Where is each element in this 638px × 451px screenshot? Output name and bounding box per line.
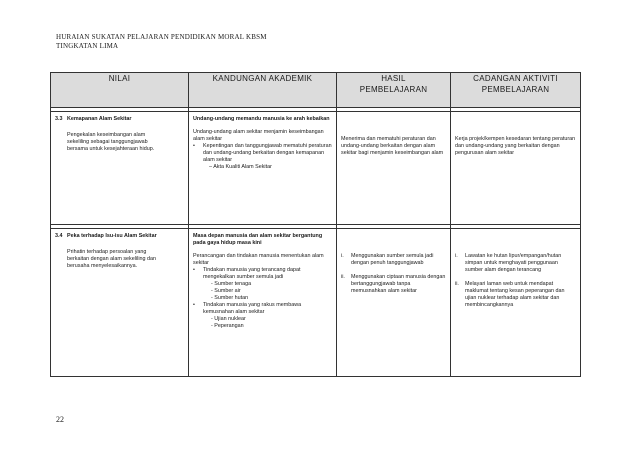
hasil-cell (337, 229, 451, 377)
kandungan-sub-item: – Akta Kualiti Alam Sekitar (209, 164, 272, 170)
document-header-title: HURAIAN SUKATAN PELAJARAN PENDIDIKAN MORAL KBSM (56, 33, 267, 41)
nilai-cell (51, 229, 189, 377)
list-marker: ii. (455, 281, 459, 287)
cadangan-list-item (455, 253, 576, 274)
column-header-nilai: NILAI (51, 73, 189, 108)
column-header-hasil (337, 73, 451, 108)
kandungan-sub-item: - Sumber air (211, 288, 241, 294)
nilai-heading (55, 116, 184, 123)
cadangan-cell (451, 229, 581, 377)
nilai-cell (51, 112, 189, 225)
nilai-description: Prihatin terhadap persoalan yang berkaitan dengan alam sekeliling dan berusaha menyelesaikannya. (67, 249, 157, 269)
cadangan-item-text: Melayari laman web untuk mendapat maklumat tentang kesan peperangan dan ujian nuklear terhadap alam sekitar dan membincangkannya (465, 281, 565, 308)
column-header-hasil-text: HASIL PEMBELAJARAN (359, 74, 428, 94)
cadangan-list-item (455, 281, 576, 309)
table-row (51, 112, 581, 225)
column-header-cadangan (451, 73, 581, 108)
nilai-heading (55, 233, 184, 240)
kandungan-sub-item: - Sumber tenaga (211, 281, 252, 287)
list-marker: i. (341, 253, 344, 259)
cadangan-item-text: Lawatan ke hutan lipur/empangan/hutan simpan untuk menghayati penggunaan sumber alam dengan terancang (465, 253, 562, 273)
kandungan-bullet: • Tindakan manusia yang rakus membawa kemusnahan alam sekitar (193, 302, 332, 316)
hasil-list-item (341, 253, 446, 267)
hasil-text: Menerima dan mematuhi peraturan dan undang-undang berkaitan dengan alam sekitar bagi menjamin keseimbangan alam (341, 136, 444, 156)
hasil-item-text: Menggunakan ciptaan manusia dengan bertanggungjawab tanpa memusnahkan alam sekitar (351, 274, 446, 294)
syllabus-table (50, 72, 581, 377)
hasil-item-text: Menggunakan sumber semula jadi dengan penuh tanggungjawab (351, 253, 434, 266)
kandungan-bullet: • Tindakan manusia yang terancang dapat mengekalkan sumber semula jadi (193, 267, 332, 281)
kandungan-intro: Perancangan dan tindakan manusia menentukan alam sekitar (193, 253, 324, 266)
nilai-title: Kemapanan Alam Sekitar (67, 116, 132, 122)
table-row (51, 229, 581, 377)
kandungan-bullet: • Kepentingan dan tanggungjawab mematuhi peraturan dan undang-undang berkaitan dengan kemapanan alam sekitar (193, 143, 332, 164)
column-header-kandungan: KANDUNGAN AKADEMIK (189, 73, 337, 108)
nilai-number: 3.4 (55, 233, 63, 239)
table-header-row (51, 73, 581, 108)
hasil-list-item (341, 274, 446, 295)
cadangan-cell (451, 112, 581, 225)
kandungan-cell (189, 112, 337, 225)
kandungan-sub-item: - Sumber hutan (211, 295, 249, 301)
kandungan-sub-item: - Ujian nuklear (211, 316, 246, 322)
cadangan-text: Kerja projek/kempen kesedaran tentang peraturan dan undang-undang yang berkaitan dengan pengurusan alam sekitar (455, 136, 576, 156)
kandungan-sub-item: - Peperangan (211, 323, 244, 329)
hasil-cell (337, 112, 451, 225)
kandungan-title: Masa depan manusia dan alam sekitar bergantung pada gaya hidup masa kini (193, 233, 323, 246)
list-marker: ii. (341, 274, 345, 280)
nilai-title: Peka terhadap Isu-isu Alam Sekitar (67, 233, 157, 239)
kandungan-intro: Undang-undang alam sekitar menjamin keseimbangan alam sekitar (193, 129, 324, 142)
list-marker: i. (455, 253, 458, 259)
nilai-number: 3.3 (55, 116, 63, 122)
nilai-description: Pengekalan keseimbangan alam sekeliling sebagai tanggungjawab bersama untuk kesejahteraan hidup. (67, 132, 155, 152)
column-header-cadangan-text: CADANGAN AKTIVITI PEMBELAJARAN (473, 74, 558, 94)
page-number: 22 (56, 415, 64, 424)
kandungan-cell (189, 229, 337, 377)
document-header-subtitle: TINGKATAN LIMA (56, 42, 119, 50)
kandungan-title: Undang-undang memandu manusia ke arah kebaikan (193, 116, 330, 122)
